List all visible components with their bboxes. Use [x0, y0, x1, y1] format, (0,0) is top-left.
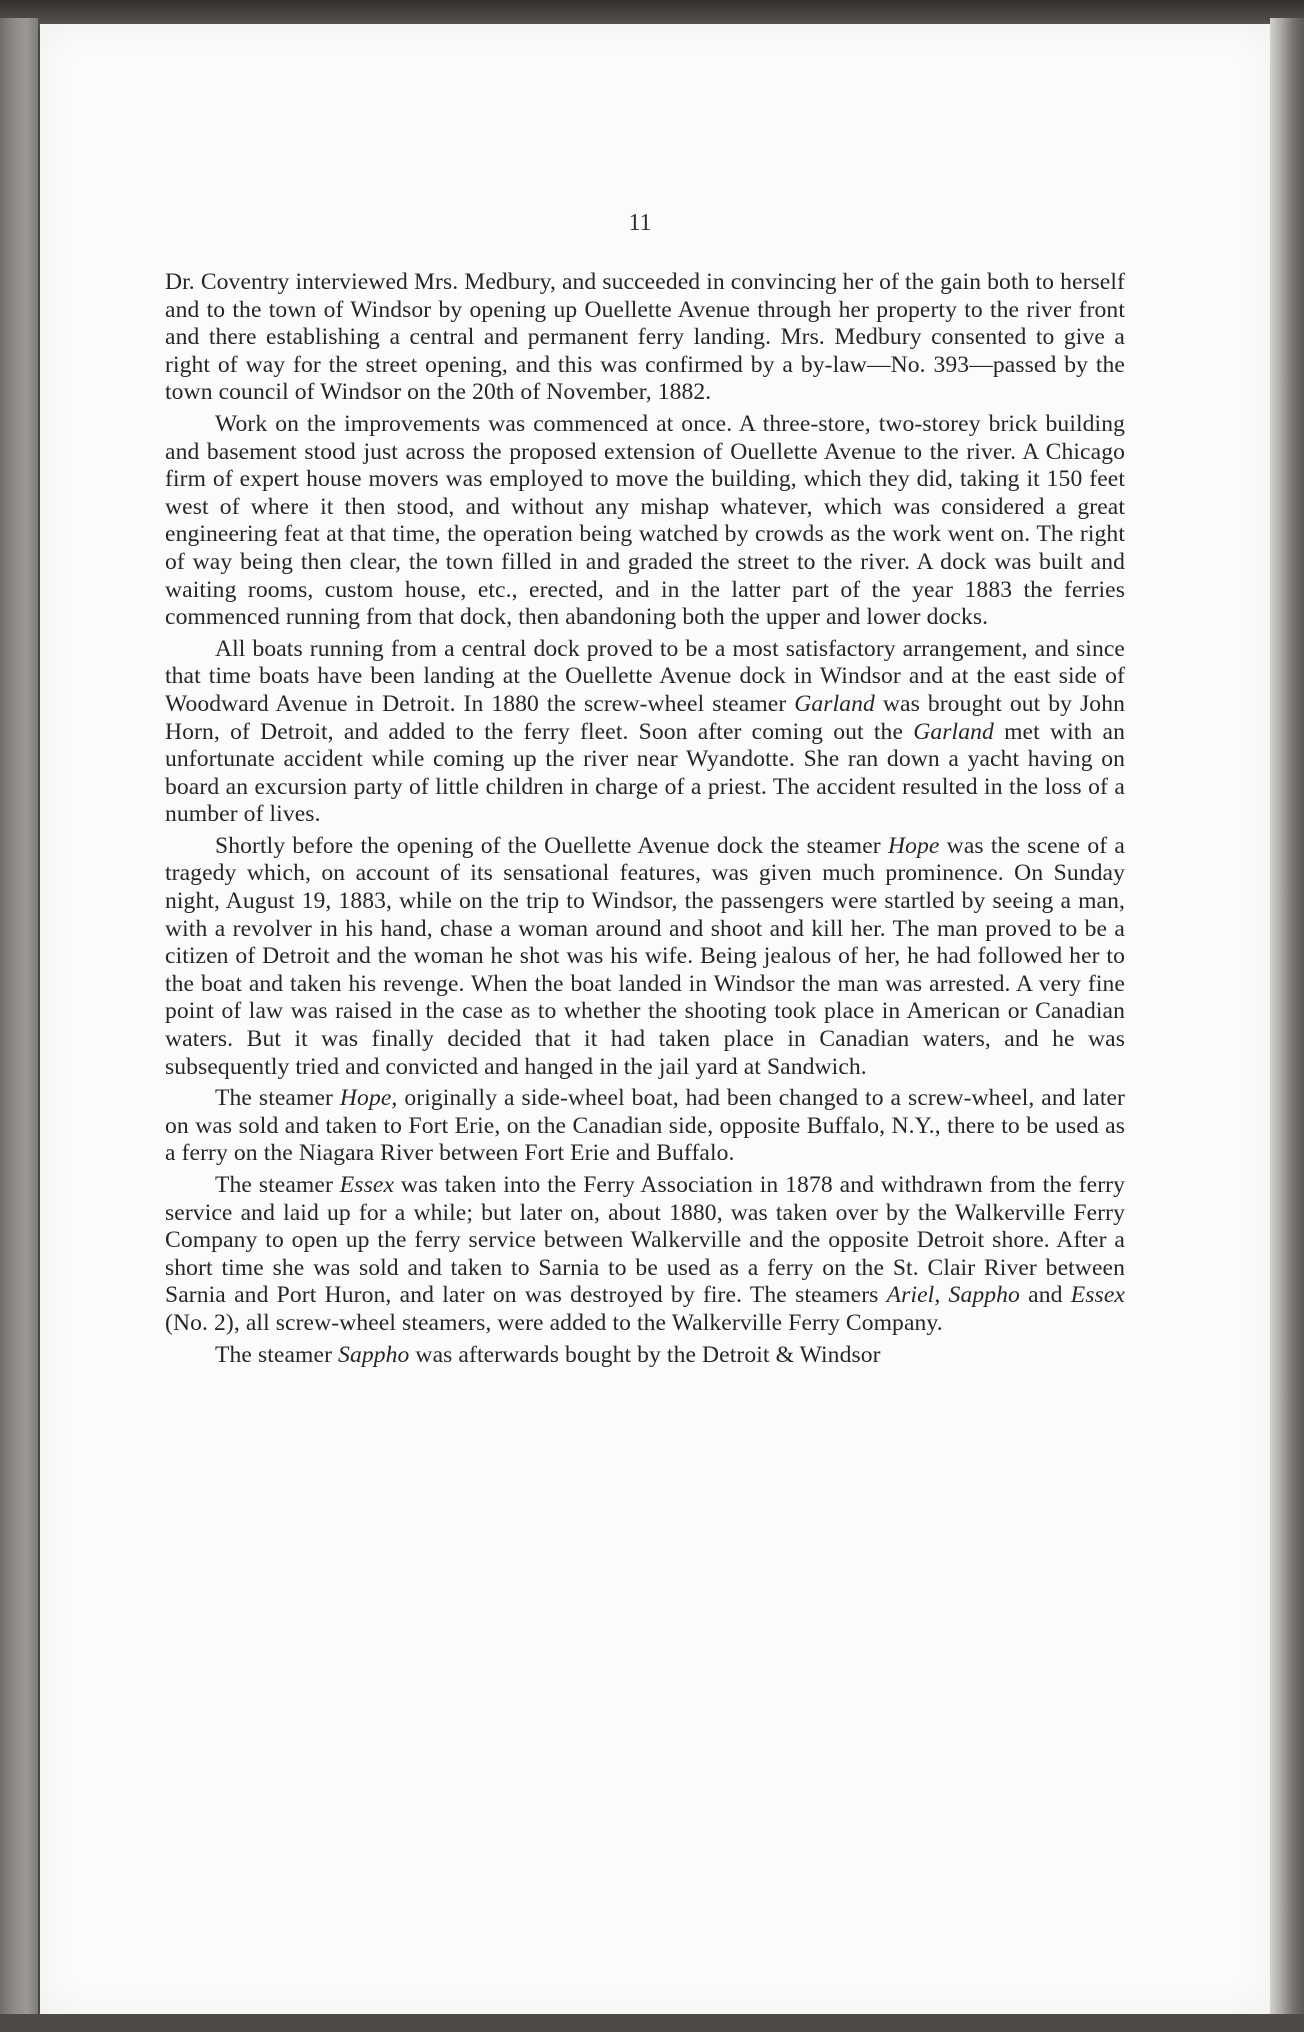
italic-ship-name: Essex	[339, 1172, 395, 1198]
paragraph-7	[165, 1342, 1125, 1370]
page-body-text	[165, 269, 1125, 1373]
text-segment: was brought out by John Horn, of Detroit, and added to the ferry fleet. Soon after coming out the	[165, 690, 1125, 745]
text-segment: The steamer	[215, 1085, 340, 1112]
book-page	[40, 24, 1272, 2014]
text-segment: Shortly before the opening of the Ouellette Avenue dock the steamer	[215, 832, 888, 859]
paragraph-4	[165, 833, 1125, 1081]
scan-bottom-edge	[0, 2014, 1304, 2032]
paragraph-2	[165, 411, 1125, 632]
text-segment: was taken into the Ferry Association in 1878 and withdrawn from the ferry service and laid up for a while; but later on, about 1880, was taken over by the Walkerville Ferry Company to open up the ferry service between Walkerville and the opposite Detroit shore. After a short time she was sold and taken to Sarnia to be used as a ferry on the St. Clair River between Sarnia and Port Huron, and later on was destroyed by fire. The steamers	[165, 1172, 1126, 1309]
book-binding-strip	[0, 18, 38, 2032]
italic-ship-name: Sappho	[338, 1341, 410, 1368]
text-segment: The steamer	[215, 1172, 340, 1198]
paragraph-1	[165, 269, 1125, 407]
text-segment: was the scene of a tragedy which, on account of its sensational features, was given much prominence. On Sunday night, August 19, 1883, while on the trip to Windsor, the passengers were startled by seeing a man, with a revolver in his hand, chase a woman around and shoot and kill her. The man proved to be a citizen of Detroit and the woman he shot was his wife. Being jealous of her, he had followed her to the boat and taken his revenge. When the boat landed in Windsor the man was arrested. A very fine point of law was raised in the case as to whether the shooting took place in American or Canadian waters. But it was finally decided that it had taken place in Canadian waters, and he was subsequently tried and convicted and hanged in the jail yard at Sandwich.	[165, 832, 1125, 1080]
text-segment: and	[1019, 1282, 1071, 1309]
italic-ship-name: Ariel, Sappho	[886, 1282, 1020, 1309]
italic-ship-name: Essex	[1070, 1282, 1125, 1309]
italic-ship-name: Garland	[794, 690, 875, 717]
text-segment: (No. 2), all screw-wheel steamers, were added to the Walkerville Ferry Company.	[165, 1309, 943, 1336]
page-number: 11	[628, 210, 652, 236]
text-segment: The steamer	[215, 1341, 339, 1368]
paragraph-5	[165, 1085, 1125, 1168]
page-stack-edge	[1270, 18, 1304, 2032]
italic-ship-name: Hope,	[339, 1085, 398, 1112]
italic-ship-name: Hope	[887, 832, 940, 859]
text-segment: originally a side-wheel boat, had been changed to a screw-wheel, and later on was sold and taken to Fort Erie, on the Canadian side, opposite Buffalo, N.Y., there to be used as a ferry on the Niagara River between Fort Erie and Buffalo.	[165, 1085, 1125, 1167]
paragraph-6	[165, 1172, 1125, 1338]
paragraph-3	[165, 636, 1125, 829]
text-segment: was afterwards bought by the Detroit & Windsor	[409, 1341, 881, 1368]
text-segment: met with an unfortunate accident while coming up the river near Wyandotte. She ran down a yacht having on board an excursion party of little children in charge of a priest. The accident resulted in the loss of a number of lives.	[165, 718, 1125, 828]
text-segment: Dr. Coventry interviewed Mrs. Medbury, and succeeded in convincing her of the gain both to herself and to the town of Windsor by opening up Ouellette Avenue through her property to the river front and there establishing a central and permanent ferry landing. Mrs. Medbury consented to give a right of way for the street opening, and this was confirmed by a by-law—No. 393—passed by the town council of Windsor on the 20th of November, 1882.	[165, 269, 1125, 406]
text-segment: All boats running from a central dock proved to be a most satisfactory arrangement, and since that time boats have been landing at the Ouellette Avenue dock in Windsor and at the east side of Woodward Avenue in Detroit. In 1880 the screw-wheel steamer	[165, 635, 1125, 717]
text-segment: Work on the improvements was commenced at once. A three-store, two-storey brick building and basement stood just across the proposed extension of Ouellette Avenue to the river. A Chicago firm of expert house movers was employed to move the building, which they did, taking it 150 feet west of where it then stood, and without any mishap whatever, which was considered a great engineering feat at that time, the operation being watched by crowds as the work went on. The right of way being then clear, the town filled in and graded the street to the river. A dock was built and waiting rooms, custom house, etc., erected, and in the latter part of the year 1883 the ferries commenced running from that dock, then abandoning both the upper and lower docks.	[165, 410, 1125, 631]
italic-ship-name: Garland	[913, 718, 994, 745]
